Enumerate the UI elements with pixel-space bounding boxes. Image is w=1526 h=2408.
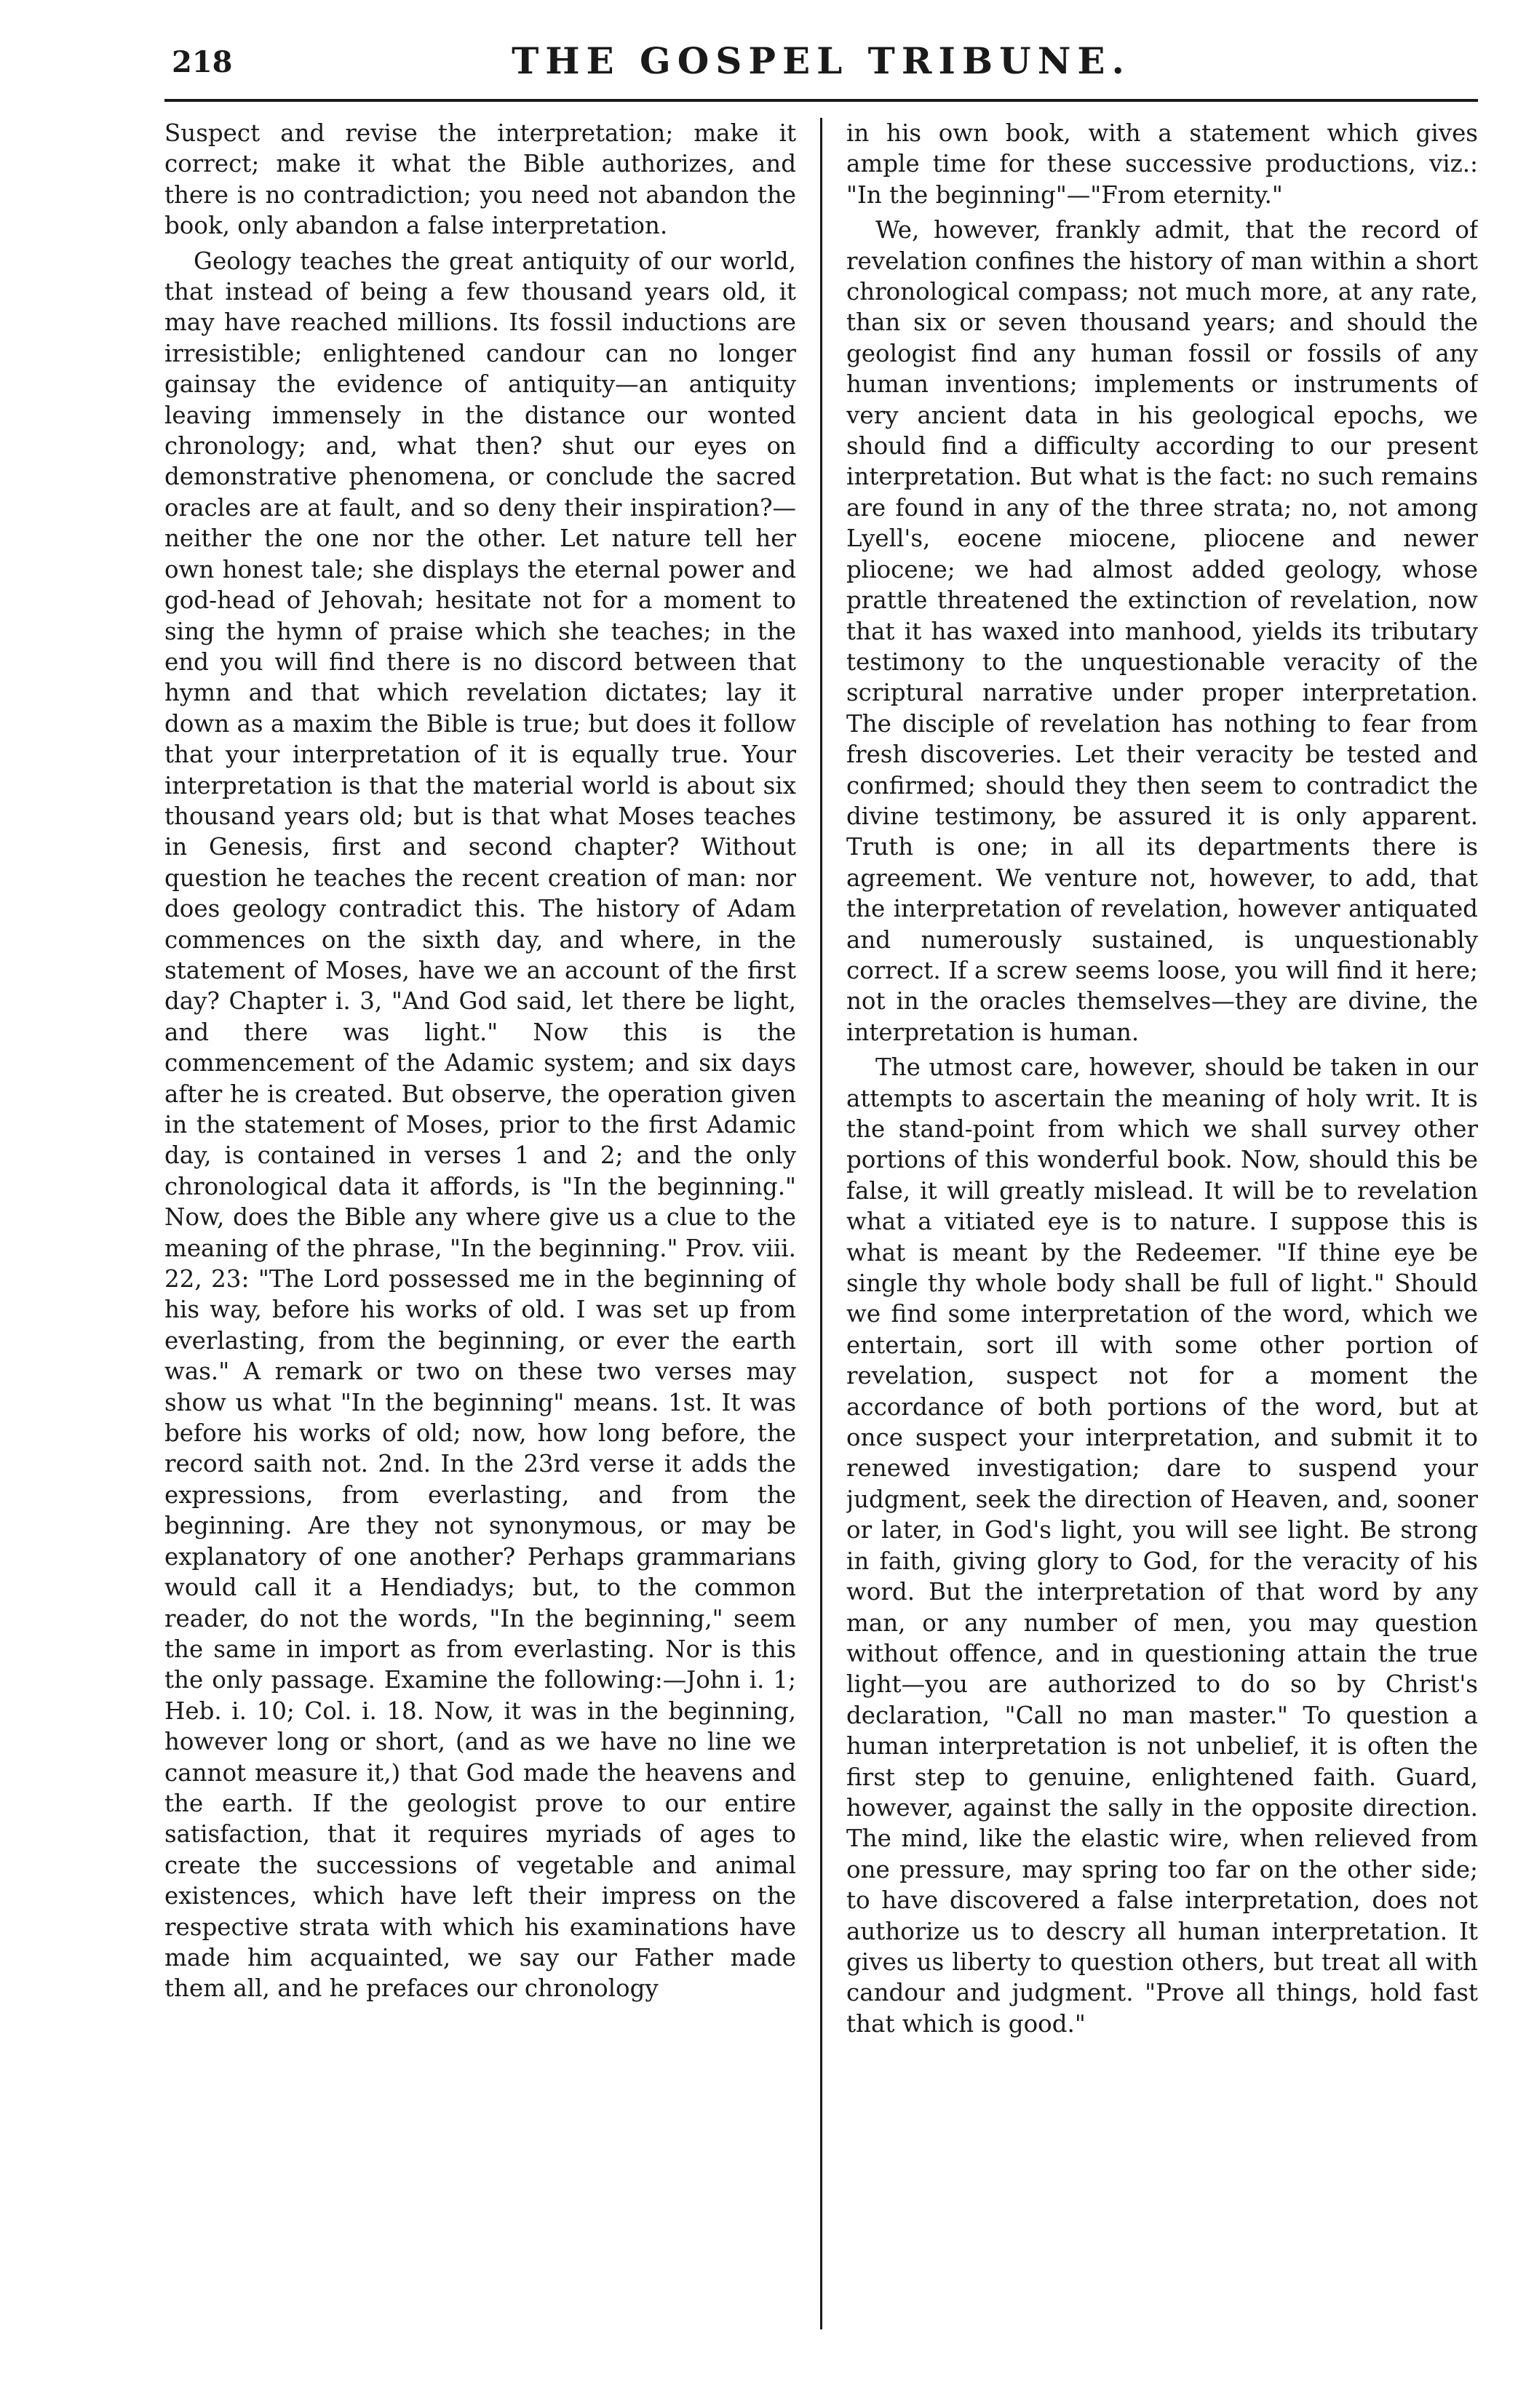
column-divider	[820, 118, 822, 2329]
two-column-body	[164, 118, 1478, 2329]
left-paragraph-2: Geology teaches the great antiquity of our world, that instead of being a few thousand years old, it may have reached millions. Its fossil inductions are irresistible; enlightened candour can no longer gainsay the evidence of antiquity—an antiquity leaving immensely in the distance our wonted chronology; and, what then? shut our eyes on demonstrative phenomena, or conclude the sacred oracles are at fault, and so deny their inspiration?—neither the one nor the other. Let nature tell her own honest tale; she displays the eternal power and god-head of Jehovah; hesitate not for a moment to sing the hymn of praise which she teaches; in the end you will find there is no discord between that hymn and that which revelation dictates; lay it down as a maxim the Bible is true; but does it follow that your interpretation of it is equally true. Your interpretation is that the material world is about six thousand years old; but is that what Moses teaches in Genesis, first and second chapter? Without question he teaches the recent creation of man: nor does geology contradict this. The history of Adam commences on the sixth day, and where, in the statement of Moses, have we an account of the first day? Chapter i. 3, "And God said, let there be light, and there was light." Now this is the commencement of the Adamic system; and six days after he is created. But observe, the operation given in the statement of Moses, prior to the first Adamic day, is contained in verses 1 and 2; and the only chronological data it affords, is "In the beginning." Now, does the Bible any where give us a clue to the meaning of the phrase, "In the beginning." Prov. viii. 22, 23: "The Lord possessed me in the beginning of his way, before his works of old. I was set up from everlasting, from the beginning, or ever the earth was." A remark or two on these two verses may show us what "In the beginning" means. 1st. It was before his works of old; now, how long before, the record saith not. 2nd. In the 23rd verse it adds the expressions, from everlasting, and from the beginning. Are they not synonymous, or may be explanatory of one another? Perhaps grammarians would call it a Hendiadys; but, to the common reader, do not the words, "In the beginning," seem the same in import as from everlasting. Nor is this the only passage. Examine the following:—John i. 1; Heb. i. 10; Col. i. 18. Now, it was in the beginning, however long or short, (and as we have no line we cannot measure it,) that God made the heavens and the earth. If the geologist prove to our entire satisfaction, that it requires myriads of ages to create the successions of vegetable and animal existences, which have left their impress on the respective strata with which his examinations have made him acquainted, we say our Father made them all, and he prefaces our chronology	[164, 247, 796, 2003]
right-paragraph-2: We, however, frankly admit, that the record of revelation confines the history of man within a short chronological compass; not much more, at any rate, than six or seven thousand years; and should the geologist find any human fossil or fossils of any human inventions; implements or instruments of very ancient data in his geological epochs, we should find a difficulty according to our present interpretation. But what is the fact: no such remains are found in any of the three strata; no, not among Lyell's, eocene miocene, pliocene and newer pliocene; we had almost added geology, whose prattle threatened the extinction of revelation, now that it has waxed into manhood, yields its tributary testimony to the unquestionable veracity of the scriptural narrative under proper interpretation. The disciple of revelation has nothing to fear from fresh discoveries. Let their veracity be tested and confirmed; should they then seem to contradict the divine testimony, be assured it is only apparent. Truth is one; in all its departments there is agreement. We venture not, however, to add, that the interpretation of revelation, however antiquated and numerously sustained, is unquestionably correct. If a screw seems loose, you will find it here; not in the oracles themselves—they are divine, the interpretation is human.	[846, 216, 1478, 1046]
left-paragraph-1: Suspect and revise the interpretation; make it correct; make it what the Bible authorizes, and there is no contradiction; you need not abandon the book, only abandon a false interpretation.	[164, 119, 796, 240]
left-column	[164, 118, 796, 2329]
running-head-title: THE GOSPEL TRIBUNE.	[512, 39, 1131, 82]
printed-page	[164, 29, 1478, 2364]
page-number: 218	[172, 45, 233, 79]
right-paragraph-1: in his own book, with a statement which gives ample time for these successive productions, viz.: "In the beginning"—"From eternity."	[846, 119, 1478, 209]
right-paragraph-3: The utmost care, however, should be taken in our attempts to ascertain the meaning of holy writ. It is the stand-point from which we shall survey other portions of this wonderful book. Now, should this be false, it will greatly mislead. It will be to revelation what a vitiated eye is to nature. I suppose this is what is meant by the Redeemer. "If thine eye be single thy whole body shall be full of light." Should we find some interpretation of the word, which we entertain, sort ill with some other portion of revelation, suspect not for a moment the accordance of both portions of the word, but at once suspect your interpretation, and submit it to renewed investigation; dare to suspend your judgment, seek the direction of Heaven, and, sooner or later, in God's light, you will see light. Be strong in faith, giving glory to God, for the veracity of his word. But the interpretation of that word by any man, or any number of men, you may question without offence, and in questioning attain the true light—you are authorized to do so by Christ's declaration, "Call no man master." To question a human interpretation is not unbelief, it is often the first step to genuine, enlightened faith. Guard, however, against the sally in the opposite direction. The mind, like the elastic wire, when relieved from one pressure, may spring too far on the other side; to have discovered a false interpretation, does not authorize us to descry all human interpretation. It gives us liberty to question others, but treat all with candour and judgment. "Prove all things, hold fast that which is good."	[846, 1053, 1478, 2038]
page-header	[164, 29, 1478, 102]
right-column	[846, 118, 1478, 2329]
